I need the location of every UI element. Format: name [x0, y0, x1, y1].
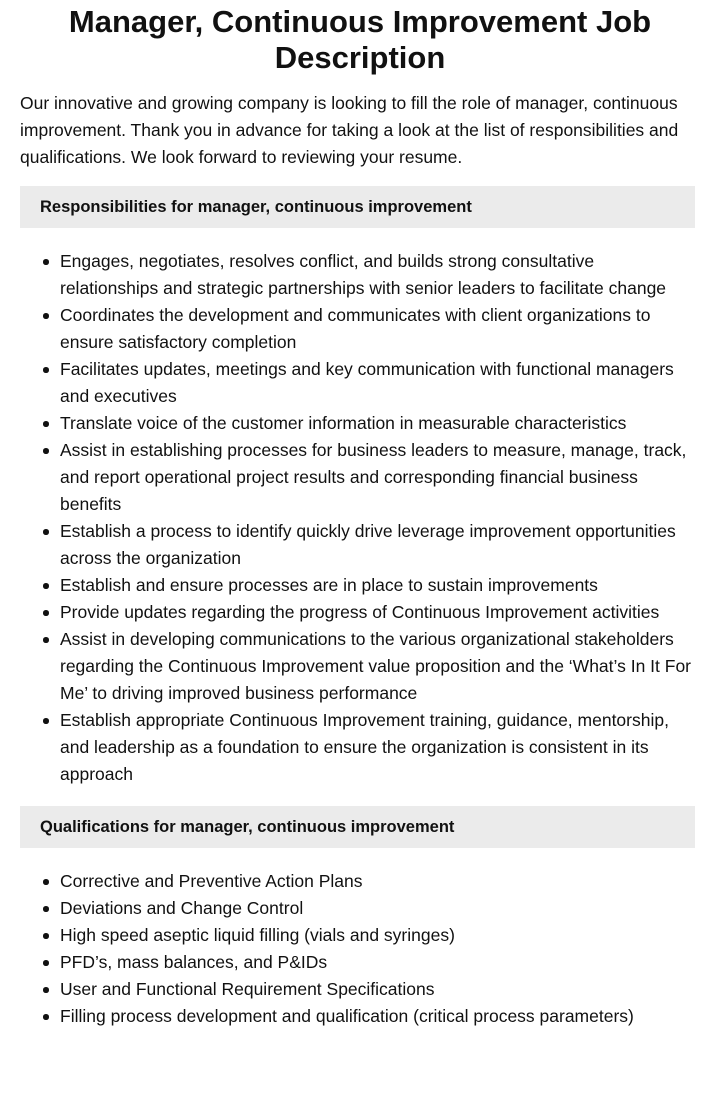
list-item: Provide updates regarding the progress of Continuous Improvement activities — [60, 599, 692, 626]
list-item: Assist in establishing processes for business leaders to measure, manage, track, and report operational project results and corresponding financial business benefits — [60, 437, 692, 518]
list-item: Coordinates the development and communicates with client organizations to ensure satisfactory completion — [60, 302, 692, 356]
list-item: User and Functional Requirement Specifications — [60, 976, 692, 1003]
responsibilities-heading: Responsibilities for manager, continuous improvement — [20, 186, 695, 228]
list-item: High speed aseptic liquid filling (vials and syringes) — [60, 922, 692, 949]
list-item: Assist in developing communications to the various organizational stakeholders regarding the Continuous Improvement value proposition and the ‘What’s In It For Me’ to driving improved business performance — [60, 626, 692, 707]
list-item: Facilitates updates, meetings and key communication with functional managers and executives — [60, 356, 692, 410]
page-title: Manager, Continuous Improvement Job Description — [68, 4, 652, 75]
list-item: PFD’s, mass balances, and P&IDs — [60, 949, 692, 976]
list-item: Establish a process to identify quickly drive leverage improvement opportunities across the organization — [60, 518, 692, 572]
list-item: Establish appropriate Continuous Improvement training, guidance, mentorship, and leadership as a foundation to ensure the organization is consistent in its approach — [60, 707, 692, 788]
list-item: Deviations and Change Control — [60, 895, 692, 922]
qualifications-heading: Qualifications for manager, continuous improvement — [20, 806, 695, 848]
list-item: Corrective and Preventive Action Plans — [60, 868, 692, 895]
responsibilities-list — [0, 248, 720, 788]
qualifications-list — [0, 868, 720, 1030]
intro-paragraph: Our innovative and growing company is looking to fill the role of manager, continuous improvement. Thank you in advance for taking a look at the list of responsibilities and qualifications. We look forward to reviewing your resume. — [20, 93, 679, 167]
list-item: Filling process development and qualification (critical process parameters) — [60, 1003, 692, 1030]
list-item: Establish and ensure processes are in place to sustain improvements — [60, 572, 692, 599]
list-item: Translate voice of the customer information in measurable characteristics — [60, 410, 692, 437]
list-item: Engages, negotiates, resolves conflict, and builds strong consultative relationships and strategic partnerships with senior leaders to facilitate change — [60, 248, 692, 302]
